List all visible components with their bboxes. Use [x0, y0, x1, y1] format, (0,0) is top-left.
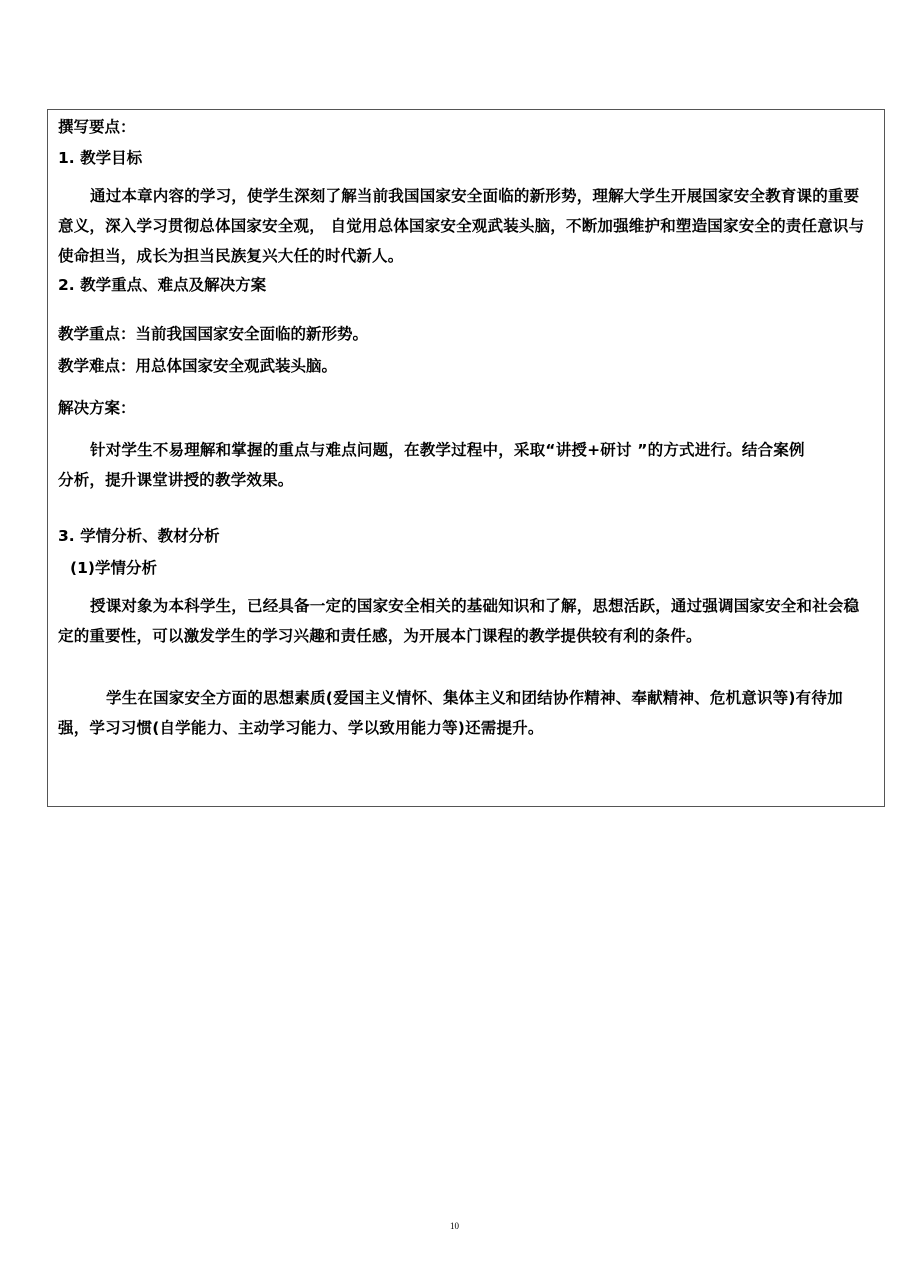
- solution-paragraph: 针对学生不易理解和掌握的重点与难点问题，在教学过程中，采取“讲授+研讨 ”的方式进行。结合案例分析，提升课堂讲授的教学效果。: [58, 441, 805, 489]
- section-title: 撰写要点：: [58, 118, 136, 136]
- key-points-heading: 2. 教学重点、难点及解决方案: [58, 276, 267, 294]
- teaching-difficulty: 教学难点：用总体国家安全观武装头脑。: [58, 357, 338, 375]
- solution-label: 解决方案：: [58, 399, 136, 417]
- page-number: 10: [450, 1221, 459, 1231]
- teaching-focus: 教学重点：当前我国国家安全面临的新形势。: [58, 325, 369, 343]
- student-analysis-subheading: (1)学情分析: [70, 559, 157, 577]
- student-analysis-paragraph-2: 学生在国家安全方面的思想素质(爱国主义情怀、集体主义和团结协作精神、奉献精神、危机意识等)有待加强，学习习惯(自学能力、主动学习能力、学以致用能力等)还需提升。: [58, 689, 843, 737]
- analysis-heading: 3. 学情分析、教材分析: [58, 527, 220, 545]
- writing-points-box: [47, 109, 885, 807]
- student-analysis-paragraph-1: 授课对象为本科学生，已经具备一定的国家安全相关的基础知识和了解，思想活跃，通过强调国家安全和社会稳定的重要性，可以激发学生的学习兴趣和责任感，为开展本门课程的教学提供较有利的条件。: [58, 597, 860, 645]
- teaching-goals-paragraph: 通过本章内容的学习，使学生深刻了解当前我国国家安全面临的新形势，理解大学生开展国家安全教育课的重要意义，深入学习贯彻总体国家安全观， 自觉用总体国家安全观武装头脑，不断加强维护和塑造国家安全的责任意识与使命担当，成长为担当民族复兴大任的时代新人。: [58, 187, 865, 265]
- teaching-goals-heading: 1. 教学目标: [58, 149, 143, 167]
